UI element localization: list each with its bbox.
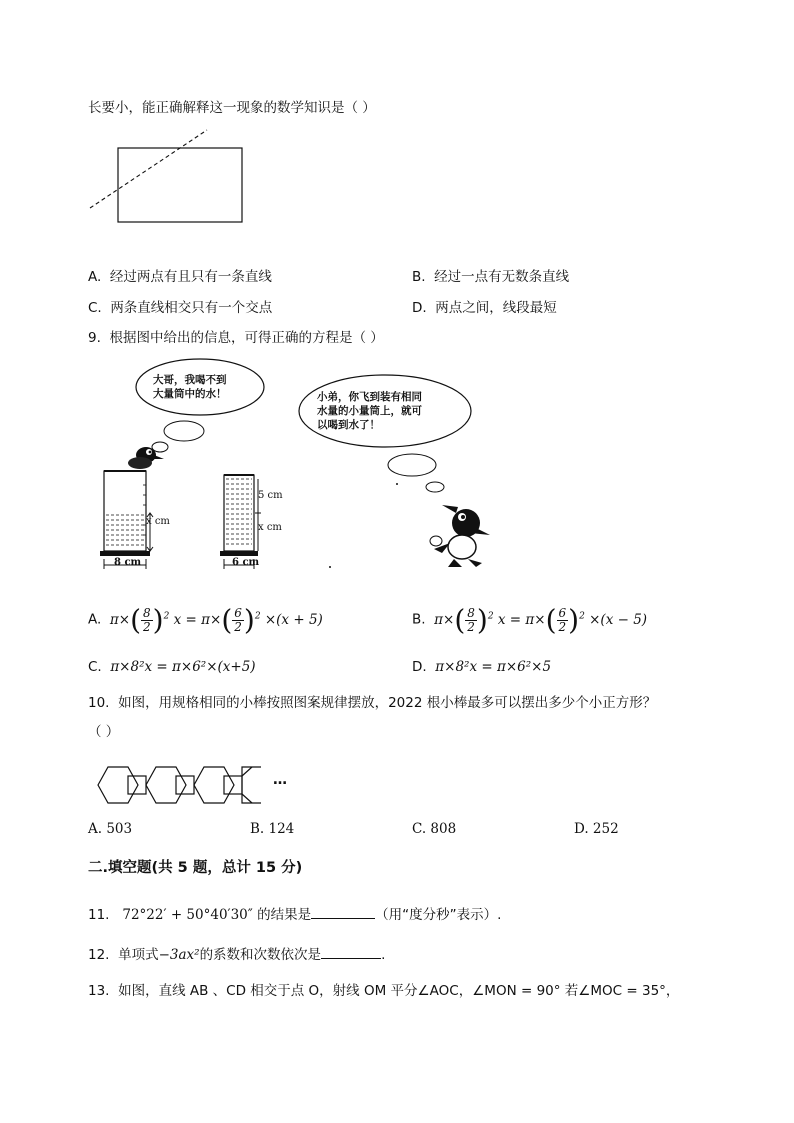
- q9-stem: 9. 根据图中给出的信息，可得正确的方程是（ ）: [88, 330, 384, 346]
- cyl-right-height-label: x cm: [258, 522, 282, 533]
- crow-right-icon: [430, 505, 490, 567]
- q10-hexagon-square-pattern: [95, 762, 295, 808]
- q10-option-a[interactable]: A. 503: [88, 821, 133, 837]
- cyl-right-width-label: 6 cm: [232, 557, 260, 568]
- q9-option-b[interactable]: B. π×( $\frac{8}{2}$ )$^2$ x = π×( $\frac{6}{2}$ )$^2$ ×(x − 5): [412, 603, 648, 636]
- q10-option-c[interactable]: C. 808: [412, 821, 457, 837]
- section-2-title: 二.填空题(共 5 题，总计 15 分): [88, 860, 303, 876]
- q10-option-b[interactable]: B. 124: [250, 821, 295, 837]
- q9-option-a[interactable]: A. π×( $\frac{8}{2}$ )$^2$ x = π×( $\frac{6}{2}$ )$^2$ ×(x + 5): [88, 603, 323, 636]
- q10-paren: （ ）: [88, 724, 120, 740]
- q8-option-d[interactable]: D. 两点之间，线段最短: [412, 300, 557, 316]
- q12-answer-blank[interactable]: [321, 944, 381, 959]
- q11: 11. 72°22′ + 50°40′30″ 的结果是 （用“度分秒”表示）.: [88, 904, 501, 924]
- q12: 12. 单项式−3ax²的系数和次数依次是 .: [88, 944, 385, 964]
- cyl-right-top-label: 5 cm: [258, 490, 283, 501]
- cyl-left-height-label: x cm: [146, 516, 170, 527]
- bubble-left-text: 大哥，我喝不到 大量筒中的水！: [153, 374, 227, 400]
- bubble-right-text: 小弟，你飞到装有相同 水量的小量筒上，就可 以喝到水了！: [317, 391, 422, 431]
- q10-ellipsis: …: [273, 772, 287, 788]
- q8-rectangle-figure: [85, 125, 255, 235]
- q11-answer-blank[interactable]: [311, 904, 375, 919]
- q8-option-a[interactable]: A. 经过两点有且只有一条直线: [88, 269, 272, 285]
- q9-option-c[interactable]: C. π×8²x = π×6²×(x+5): [88, 659, 256, 675]
- q9-option-d[interactable]: D. π×8²x = π×6²×5: [412, 659, 552, 675]
- cyl-left-width-label: 8 cm: [114, 557, 142, 568]
- q10-option-d[interactable]: D. 252: [574, 821, 619, 837]
- q8-option-c[interactable]: C. 两条直线相交只有一个交点: [88, 300, 273, 316]
- q8-option-b[interactable]: B. 经过一点有无数条直线: [412, 269, 570, 285]
- q10-stem: 10. 如图，用规格相同的小棒按照图案规律摆放，2022 根小棒最多可以摆出多少个小正方形？: [88, 695, 657, 711]
- q8-stem-tail: 长要小，能正确解释这一现象的数学知识是（ ）: [88, 100, 376, 116]
- q13: 13. 如图，直线 AB 、CD 相交于点 O，射线 OM 平分∠AOC，∠MON = 90° 若∠MOC = 35°，: [88, 983, 680, 999]
